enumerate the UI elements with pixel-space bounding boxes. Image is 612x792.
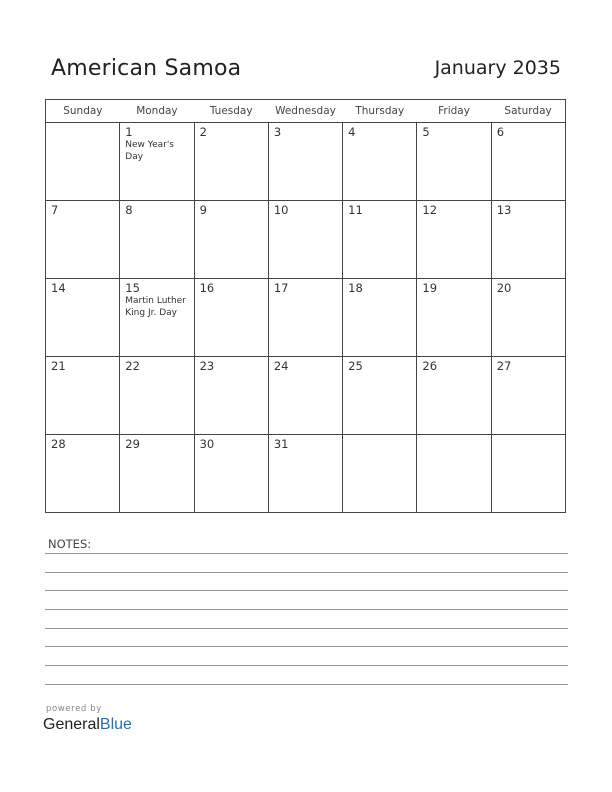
week-row — [46, 435, 566, 513]
day-number: 26 — [422, 359, 438, 373]
day-number: 31 — [273, 437, 289, 451]
day-cell — [343, 279, 417, 357]
day-cell — [46, 279, 120, 357]
week-row — [46, 123, 566, 201]
day-cell — [46, 201, 120, 279]
day-cell — [268, 435, 342, 513]
day-number: 13 — [496, 203, 512, 217]
day-cell — [120, 435, 194, 513]
generalblue-logo — [43, 716, 132, 734]
notes-line — [45, 590, 568, 591]
day-number: 4 — [348, 125, 356, 139]
day-cell — [268, 201, 342, 279]
brand-blue: Blue — [99, 716, 132, 733]
day-cell — [194, 123, 268, 201]
notes-line — [45, 665, 568, 666]
notes-line — [45, 646, 568, 647]
day-cell — [120, 357, 194, 435]
weekday-header: Thursday — [343, 100, 417, 123]
day-number: 9 — [199, 203, 207, 217]
weekday-header-row — [46, 100, 566, 123]
notes-line — [45, 684, 568, 685]
weekday-header: Saturday — [491, 100, 565, 123]
day-cell — [491, 279, 565, 357]
day-cell — [491, 435, 565, 513]
day-number: 2 — [199, 125, 207, 139]
day-cell — [343, 435, 417, 513]
notes-line — [45, 553, 568, 554]
holiday-label: New Year's Day — [125, 140, 174, 162]
day-cell — [46, 123, 120, 201]
brand-general: General — [43, 716, 100, 733]
weekday-header: Tuesday — [194, 100, 268, 123]
day-cell — [491, 357, 565, 435]
day-cell — [343, 357, 417, 435]
calendar-grid — [45, 99, 566, 513]
day-number: 19 — [422, 281, 438, 295]
day-cell — [417, 357, 491, 435]
day-cell — [268, 123, 342, 201]
day-number: 14 — [51, 281, 66, 295]
day-cell — [417, 435, 491, 513]
day-cell — [194, 357, 268, 435]
day-cell — [120, 123, 194, 201]
day-number: 1 — [125, 125, 133, 139]
weekday-header: Monday — [120, 100, 194, 123]
day-number: 27 — [496, 359, 512, 373]
weekday-header: Friday — [417, 100, 491, 123]
day-cell — [46, 357, 120, 435]
notes-line — [45, 609, 568, 610]
day-number: 16 — [199, 281, 215, 295]
day-cell — [417, 279, 491, 357]
day-cell — [268, 357, 342, 435]
day-number: 5 — [422, 125, 430, 139]
day-cell — [194, 279, 268, 357]
week-row — [46, 201, 566, 279]
notes-line — [45, 572, 568, 573]
day-number: 10 — [273, 203, 289, 217]
day-number: 6 — [496, 125, 505, 139]
day-cell — [120, 279, 194, 357]
notes-line — [45, 628, 568, 629]
day-number: 29 — [125, 437, 140, 451]
day-cell — [417, 201, 491, 279]
week-row — [46, 279, 566, 357]
day-cell — [120, 201, 194, 279]
day-number: 21 — [51, 359, 66, 373]
day-number: 17 — [273, 281, 289, 295]
month-year-title: January 2035 — [434, 57, 561, 79]
holiday-label: Martin Luther King Jr. Day — [125, 296, 186, 318]
day-cell — [491, 123, 565, 201]
day-cell — [46, 435, 120, 513]
notes-label: NOTES: — [48, 537, 92, 551]
weekday-header: Sunday — [46, 100, 120, 123]
day-number: 11 — [348, 203, 363, 217]
day-number: 24 — [273, 359, 289, 373]
day-cell — [268, 279, 342, 357]
day-cell — [343, 123, 417, 201]
powered-by-text: powered by — [46, 704, 102, 714]
weekday-header: Wednesday — [268, 100, 342, 123]
country-title: American Samoa — [51, 56, 242, 81]
day-number: 25 — [348, 359, 363, 373]
day-number: 12 — [422, 203, 438, 217]
day-cell — [343, 201, 417, 279]
day-number: 20 — [496, 281, 512, 295]
day-cell — [417, 123, 491, 201]
day-number: 15 — [125, 281, 140, 295]
day-number: 18 — [348, 281, 363, 295]
day-cell — [491, 201, 565, 279]
day-number: 3 — [273, 125, 282, 139]
day-number: 30 — [199, 437, 215, 451]
day-number: 8 — [125, 203, 133, 217]
day-number: 23 — [199, 359, 215, 373]
day-number: 28 — [51, 437, 66, 451]
day-number: 7 — [51, 203, 59, 217]
week-row — [46, 357, 566, 435]
day-cell — [194, 435, 268, 513]
day-cell — [194, 201, 268, 279]
day-number: 22 — [125, 359, 140, 373]
